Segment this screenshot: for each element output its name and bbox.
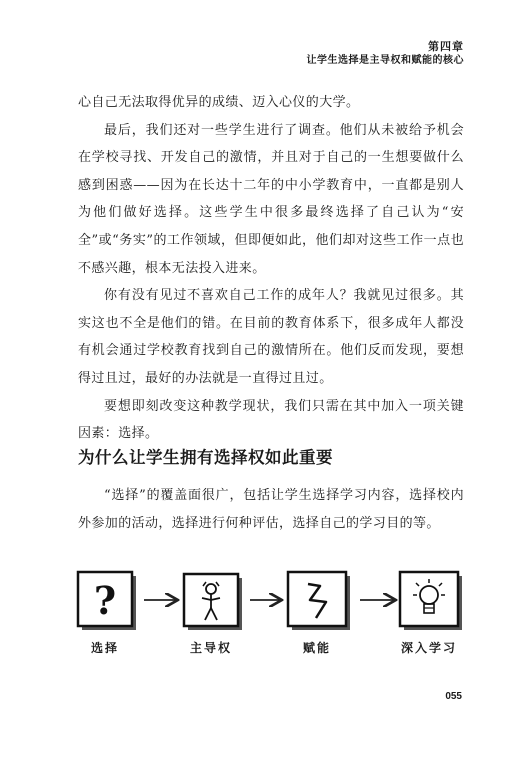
section-paragraph: “选择”的覆盖面很广，包括让学生选择学习内容，选择校内外参加的活动，选择进行何种评估，选择自己的学习目的等。 — [78, 488, 464, 531]
running-head — [307, 40, 465, 68]
svg-text:?: ? — [93, 578, 117, 623]
process-diagram — [72, 562, 472, 662]
section-heading: 为什么让学生拥有选择权如此重要 — [78, 448, 333, 467]
step-label-choice: 选择 — [90, 641, 119, 655]
paragraph-continued: 心自己无法取得优异的成绩、迈入心仪的大学。 — [78, 95, 360, 110]
diagram-graphics — [72, 562, 472, 634]
question-mark-icon — [78, 572, 136, 630]
chapter-title: 让学生选择是主导权和赋能的核心 — [306, 55, 464, 66]
step-label-empowerment: 赋能 — [302, 641, 331, 655]
lightning-bolt-icon — [288, 572, 350, 630]
stick-figure-icon — [184, 574, 242, 630]
body-text — [78, 89, 464, 448]
step-label-deep-learning: 深入学习 — [400, 641, 457, 655]
section-body — [78, 482, 464, 537]
chapter-label: 第四章 — [428, 40, 464, 53]
paragraph: 要想即刻改变这种教学现状，我们只需在其中加入一项关键因素：选择。 — [78, 398, 464, 442]
page-number: 055 — [445, 691, 462, 702]
step-label-ownership: 主导权 — [189, 641, 232, 655]
light-bulb-icon — [400, 572, 462, 630]
paragraph: 最后，我们还对一些学生进行了调查。他们从未被给予机会在学校寻找、开发自己的激情，并且对于自己的一生想要做什么感到困惑——因为在长达十二年的中小学教育中，一直都是别人为他们做好选择。这些学生中很多最终选择了自己认为“安全”或“务实”的工作领域，但即便如此，他们却对这些工作一点也不感兴趣，根本无法投入进来。 — [78, 122, 464, 276]
paragraph: 你有没有见过不喜欢自己工作的成年人？我就见过很多。其实这也不全是他们的错。在目前的教育体系下，很多成年人都没有机会通过学校教育找到自己的激情所在。他们反而发现，要想得过且过，最好的办法就是一直得过且过。 — [78, 288, 464, 386]
